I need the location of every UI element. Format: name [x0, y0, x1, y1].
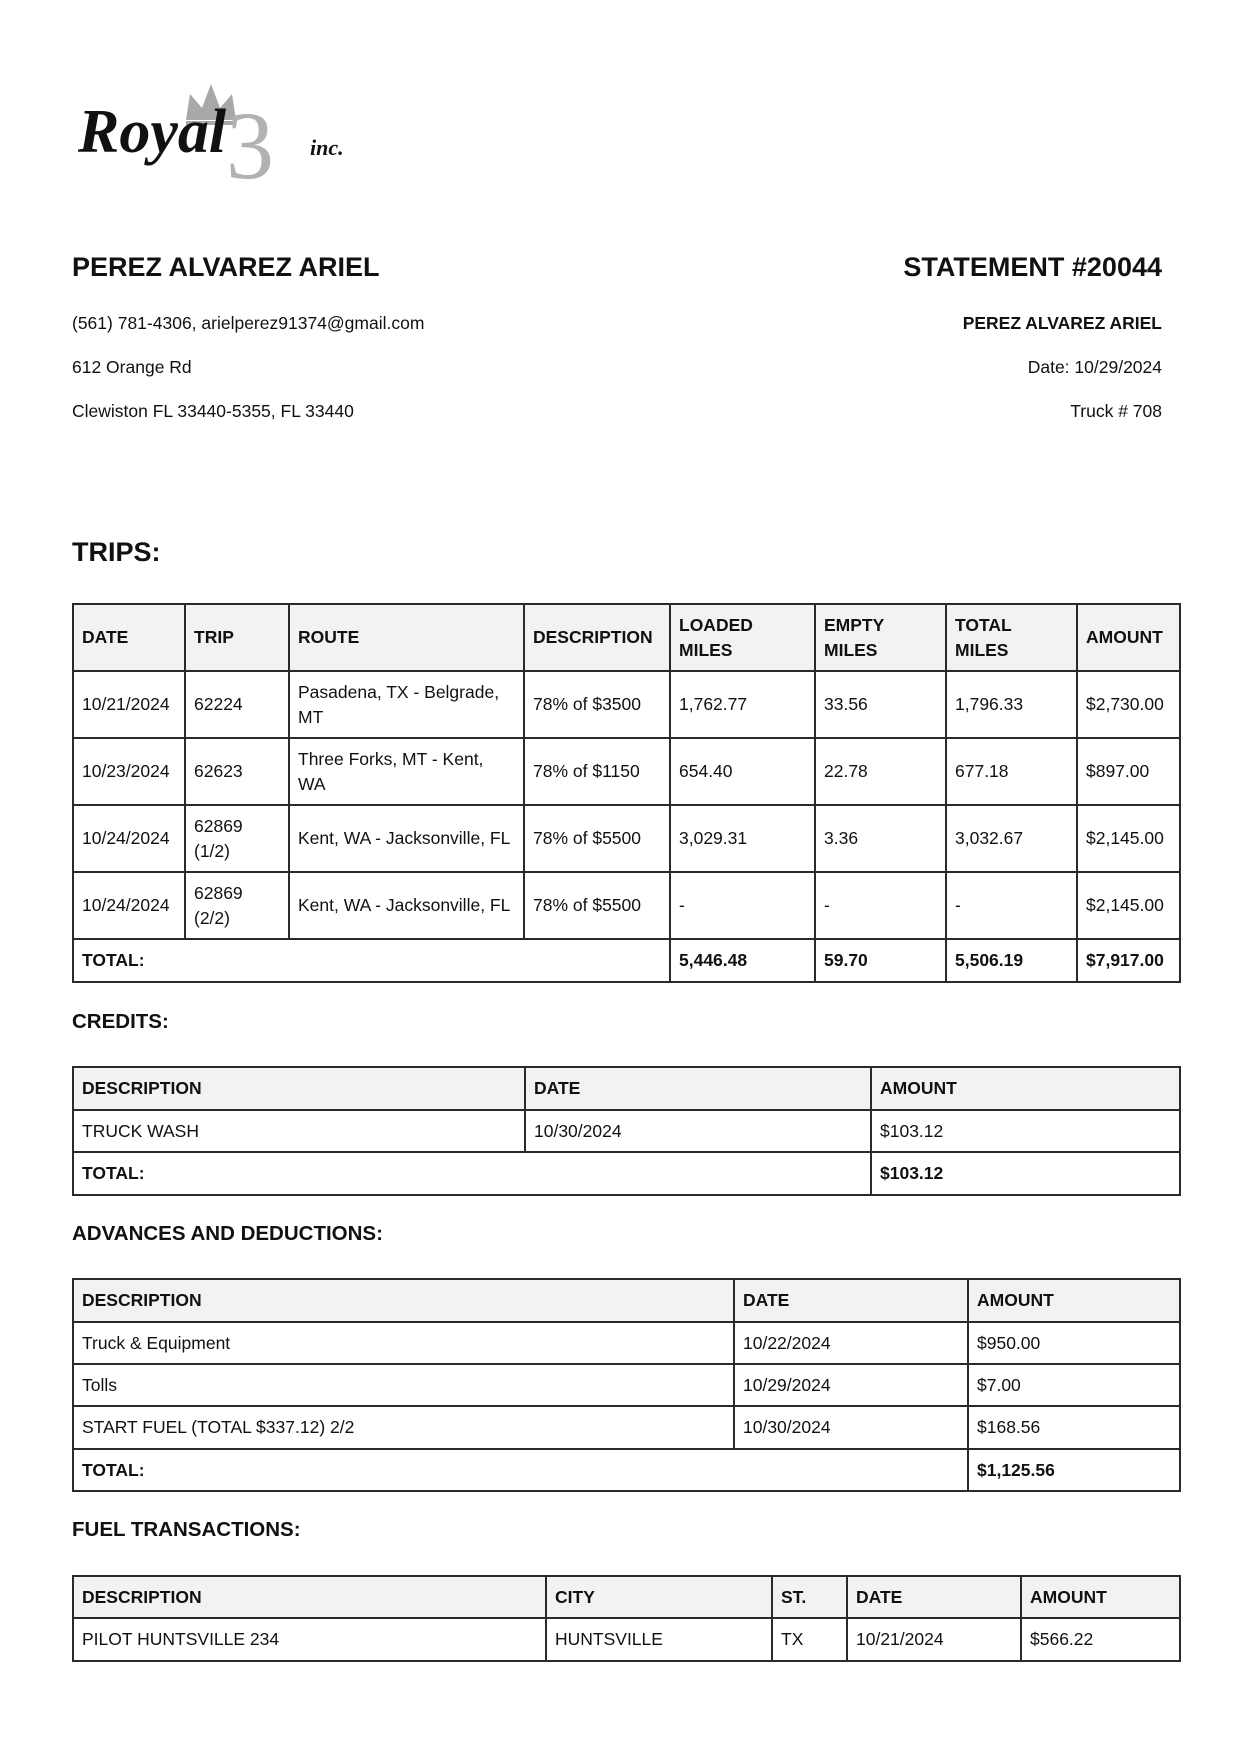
trip-description: 78% of $1150	[524, 738, 670, 805]
credits-header-amount: AMOUNT	[871, 1067, 1180, 1110]
trip-empty-miles: -	[815, 872, 946, 939]
trips-row	[73, 805, 1180, 872]
deductions-header-amount: AMOUNT	[968, 1279, 1180, 1322]
trip-description: 78% of $5500	[524, 872, 670, 939]
deduction-description: Tolls	[73, 1364, 734, 1406]
trips-header-amount: AMOUNT	[1077, 604, 1180, 671]
trips-row	[73, 872, 1180, 939]
trip-total-miles: 677.18	[946, 738, 1077, 805]
logo-suffix: inc.	[310, 135, 344, 160]
trip-number: 62623	[185, 738, 289, 805]
trips-total-miles: 5,506.19	[946, 939, 1077, 982]
deductions-title: ADVANCES AND DEDUCTIONS:	[72, 1222, 383, 1245]
trip-route: Pasadena, TX - Belgrade, MT	[289, 671, 524, 738]
deductions-total-row	[73, 1449, 1180, 1491]
deductions-table	[72, 1278, 1181, 1492]
deduction-date: 10/29/2024	[734, 1364, 968, 1406]
statement-name: PEREZ ALVAREZ ARIEL	[962, 313, 1162, 333]
credits-header-date: DATE	[525, 1067, 871, 1110]
deductions-total-label: TOTAL:	[73, 1449, 968, 1491]
driver-address-line1: 612 Orange Rd	[72, 357, 192, 377]
deduction-date: 10/22/2024	[734, 1322, 968, 1364]
trips-table	[72, 603, 1181, 983]
trips-title: TRIPS:	[72, 537, 161, 567]
fuel-header-city: CITY	[546, 1576, 772, 1618]
driver-contact: (561) 781-4306, arielperez91374@gmail.com	[72, 313, 425, 333]
deduction-amount: $168.56	[968, 1406, 1180, 1449]
statement-date: Date: 10/29/2024	[1027, 357, 1162, 377]
credits-header-row	[73, 1067, 1180, 1110]
trips-header-route: ROUTE	[289, 604, 524, 671]
trips-total-empty: 59.70	[815, 939, 946, 982]
credits-title: CREDITS:	[72, 1010, 169, 1033]
fuel-state: TX	[772, 1618, 847, 1661]
credit-date: 10/30/2024	[525, 1110, 871, 1152]
trips-row	[73, 671, 1180, 738]
credits-total-amount: $103.12	[871, 1152, 1180, 1195]
trip-description: 78% of $5500	[524, 805, 670, 872]
credits-row	[73, 1110, 1180, 1152]
fuel-title: FUEL TRANSACTIONS:	[72, 1518, 301, 1541]
fuel-table	[72, 1575, 1181, 1662]
statement-title: STATEMENT #20044	[903, 252, 1162, 282]
deductions-total-amount: $1,125.56	[968, 1449, 1180, 1491]
trips-header-loaded-miles: LOADED MILES	[670, 604, 815, 671]
trips-header-trip: TRIP	[185, 604, 289, 671]
fuel-row	[73, 1618, 1180, 1661]
trip-loaded-miles: 3,029.31	[670, 805, 815, 872]
deductions-row	[73, 1364, 1180, 1406]
trip-empty-miles: 3.36	[815, 805, 946, 872]
credit-description: TRUCK WASH	[73, 1110, 525, 1152]
trips-total-amount: $7,917.00	[1077, 939, 1180, 982]
logo-text: Royal	[78, 98, 227, 166]
statement-truck: Truck # 708	[1070, 401, 1162, 421]
fuel-header-state: ST.	[772, 1576, 847, 1618]
deductions-row	[73, 1406, 1180, 1449]
trip-loaded-miles: 654.40	[670, 738, 815, 805]
trip-date: 10/24/2024	[73, 872, 185, 939]
fuel-city: HUNTSVILLE	[546, 1618, 772, 1661]
company-logo	[78, 80, 383, 190]
trip-amount: $2,730.00	[1077, 671, 1180, 738]
trip-number: 62224	[185, 671, 289, 738]
fuel-description: PILOT HUNTSVILLE 234	[73, 1618, 546, 1661]
trip-number: 62869 (2/2)	[185, 872, 289, 939]
trips-header-date: DATE	[73, 604, 185, 671]
deduction-amount: $7.00	[968, 1364, 1180, 1406]
trip-total-miles: 1,796.33	[946, 671, 1077, 738]
credit-amount: $103.12	[871, 1110, 1180, 1152]
fuel-amount: $566.22	[1021, 1618, 1180, 1661]
trip-empty-miles: 33.56	[815, 671, 946, 738]
trips-header-total-miles: TOTAL MILES	[946, 604, 1077, 671]
trip-amount: $2,145.00	[1077, 805, 1180, 872]
credits-total-label: TOTAL:	[73, 1152, 871, 1195]
trip-route: Kent, WA - Jacksonville, FL	[289, 872, 524, 939]
credits-table	[72, 1066, 1181, 1196]
credits-total-row	[73, 1152, 1180, 1195]
trips-total-label: TOTAL:	[73, 939, 670, 982]
trips-total-row	[73, 939, 1180, 982]
trips-row	[73, 738, 1180, 805]
trips-header-row	[73, 604, 1180, 671]
fuel-header-description: DESCRIPTION	[73, 1576, 546, 1618]
deductions-header-description: DESCRIPTION	[73, 1279, 734, 1322]
deductions-row	[73, 1322, 1180, 1364]
fuel-date: 10/21/2024	[847, 1618, 1021, 1661]
fuel-header-row	[73, 1576, 1180, 1618]
trip-description: 78% of $3500	[524, 671, 670, 738]
trip-date: 10/24/2024	[73, 805, 185, 872]
deductions-header-row	[73, 1279, 1180, 1322]
trip-loaded-miles: 1,762.77	[670, 671, 815, 738]
trip-loaded-miles: -	[670, 872, 815, 939]
trip-total-miles: -	[946, 872, 1077, 939]
deduction-description: Truck & Equipment	[73, 1322, 734, 1364]
trip-route: Three Forks, MT - Kent, WA	[289, 738, 524, 805]
trips-header-description: DESCRIPTION	[524, 604, 670, 671]
deductions-header-date: DATE	[734, 1279, 968, 1322]
trip-date: 10/21/2024	[73, 671, 185, 738]
fuel-header-date: DATE	[847, 1576, 1021, 1618]
trip-route: Kent, WA - Jacksonville, FL	[289, 805, 524, 872]
trips-total-loaded: 5,446.48	[670, 939, 815, 982]
deduction-description: START FUEL (TOTAL $337.12) 2/2	[73, 1406, 734, 1449]
trip-amount: $897.00	[1077, 738, 1180, 805]
logo-number: 3	[226, 92, 274, 190]
driver-address-line2: Clewiston FL 33440-5355, FL 33440	[72, 401, 354, 421]
deduction-amount: $950.00	[968, 1322, 1180, 1364]
credits-header-description: DESCRIPTION	[73, 1067, 525, 1110]
trip-amount: $2,145.00	[1077, 872, 1180, 939]
trip-date: 10/23/2024	[73, 738, 185, 805]
trips-header-empty-miles: EMPTY MILES	[815, 604, 946, 671]
trip-total-miles: 3,032.67	[946, 805, 1077, 872]
fuel-header-amount: AMOUNT	[1021, 1576, 1180, 1618]
trip-empty-miles: 22.78	[815, 738, 946, 805]
trip-number: 62869 (1/2)	[185, 805, 289, 872]
driver-name: PEREZ ALVAREZ ARIEL	[72, 252, 380, 282]
deduction-date: 10/30/2024	[734, 1406, 968, 1449]
